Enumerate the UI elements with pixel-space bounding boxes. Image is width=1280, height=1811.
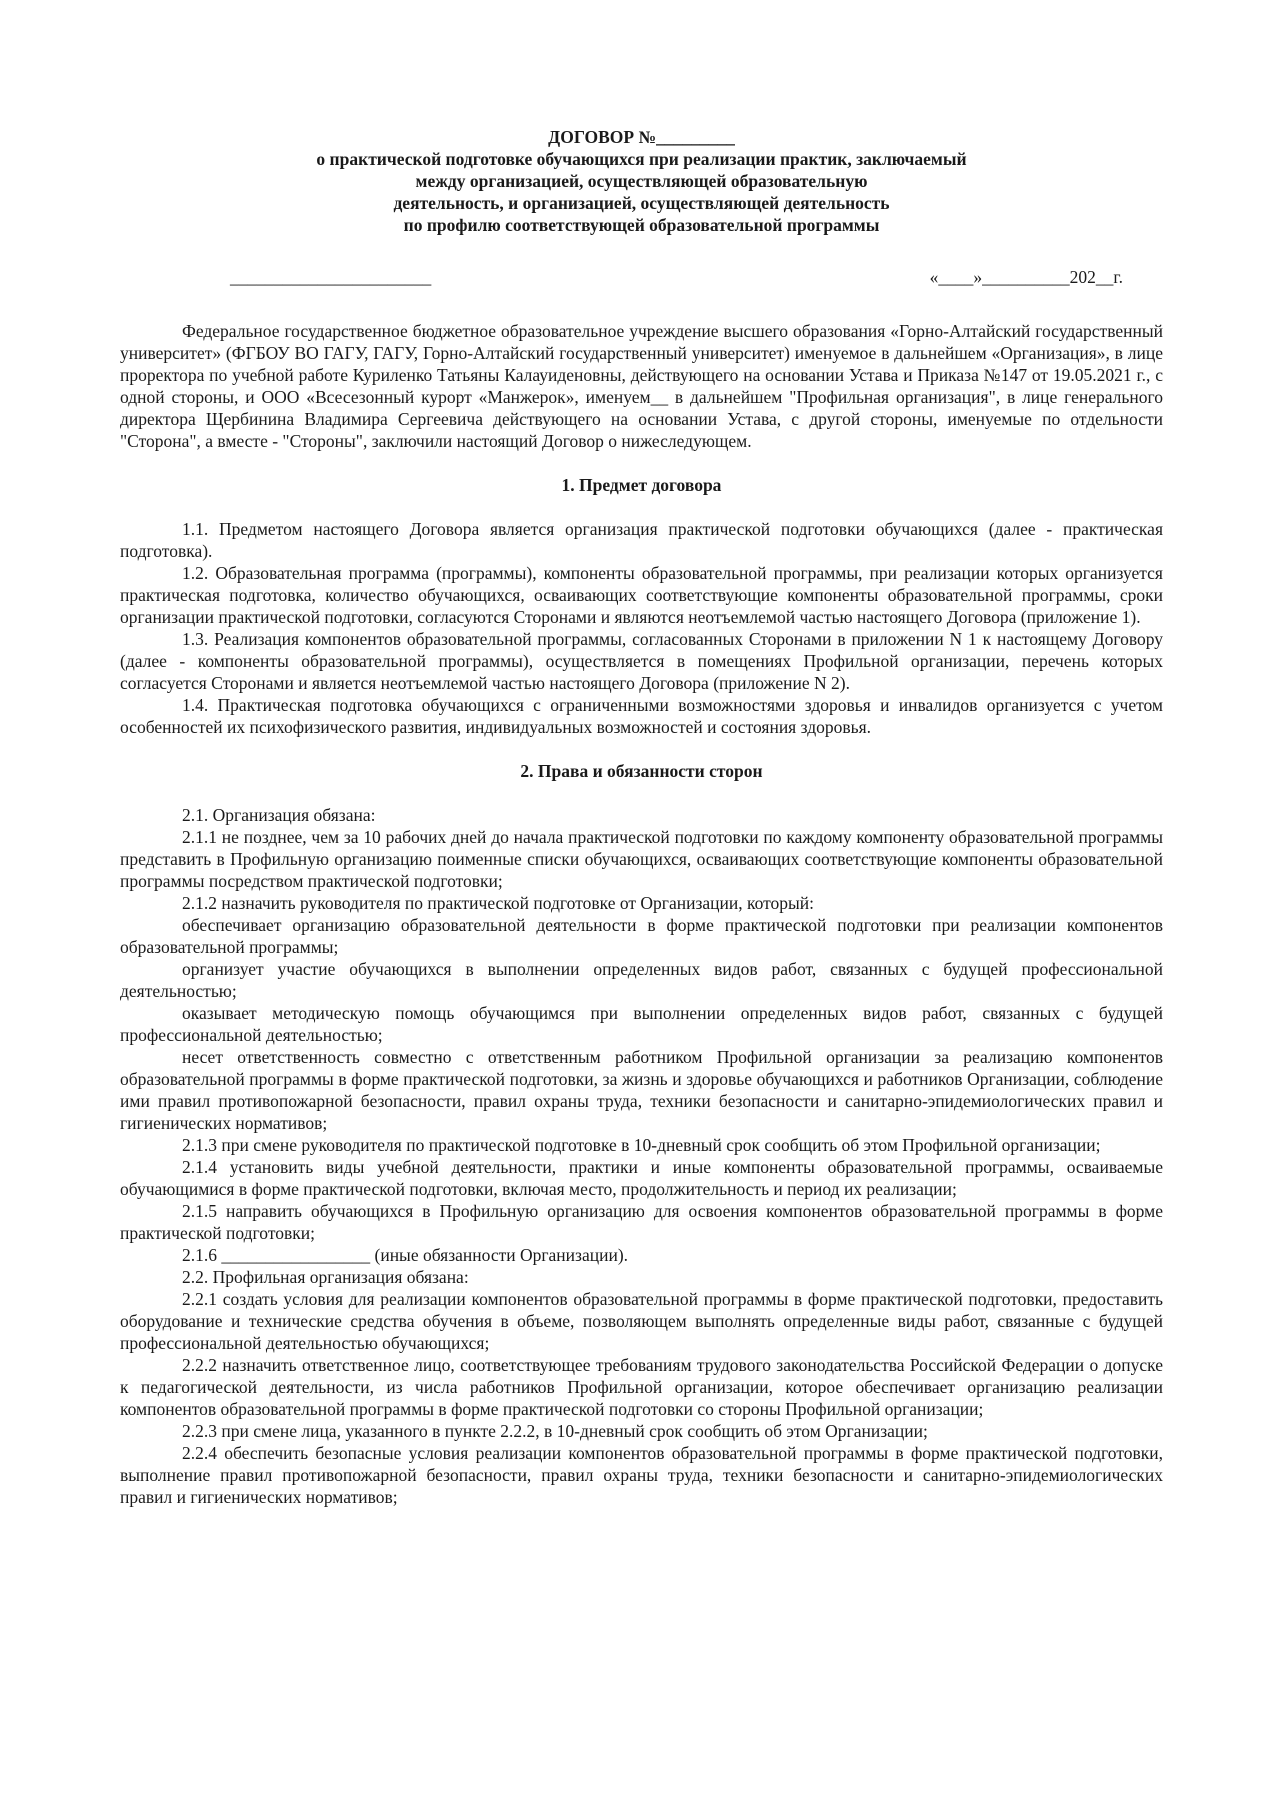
document-content <box>120 126 1163 1508</box>
date-blank: «____»__________202__г. <box>929 267 1123 287</box>
preamble-text: Федеральное государственное бюджетное образовательное учреждение высшего образования «Горно-Алтайский государственный университет» (ФГБОУ ВО ГАГУ, ГАГУ, Горно-Алтайский государственный университет) именуемое в дальнейшем «Организация», в лице проректора по учебной работе Куриленко Татьяны Калауиденовны, действующего на основании Устава и Приказа №147 от 19.05.2021 г., с одной стороны, и ООО «Всесезонный курорт «Манжерок», именуем__ в дальнейшем "Профильная организация", в лице генерального директора Щербинина Владимира Сергеевича действующего на основании Устава, с другой стороны, именуемые по отдельности "Сторона", а вместе - "Стороны", заключили настоящий Договор о нижеследующем. <box>120 321 1163 451</box>
clause-2-2-1: 2.2.1 создать условия для реализации компонентов образовательной программы в форме практической подготовки, предоставить оборудование и технические средства обучения в объеме, позволяющем выполнять определенные виды работ, связанные с будущей профессиональной деятельностью обучающихся; <box>120 1289 1163 1353</box>
title-line: между организацией, осуществляющей образовательную <box>415 171 868 191</box>
section-2-heading: 2. Права и обязанности сторон <box>520 761 763 781</box>
title-line: деятельность, и организацией, осуществляющей деятельность <box>393 193 890 213</box>
clause-2-1-3: 2.1.3 при смене руководителя по практической подготовке в 10-дневный срок сообщить об этом Профильной организации; <box>182 1135 1101 1155</box>
clause-2-2-4: 2.2.4 обеспечить безопасные условия реализации компонентов образовательной программы в форме практической подготовки, выполнение правил противопожарной безопасности, правил охраны труда, техники безопасности и санитарно-эпидемиологических правил и гигиенических нормативов; <box>120 1443 1163 1507</box>
place-blank: _______________________ <box>230 267 432 287</box>
document-title <box>120 126 1163 236</box>
clause-1-4: 1.4. Практическая подготовка обучающихся с ограниченными возможностями здоровья и инвалидов организуется с учетом особенностей их психофизического развития, индивидуальных возможностей и состояния здоровья. <box>120 695 1163 737</box>
clause-2-1-4: 2.1.4 установить виды учебной деятельности, практики и иные компоненты образовательной программы, осваиваемые обучающимися в форме практической подготовки, включая место, продолжительность и период их реализации; <box>120 1157 1163 1199</box>
clause-2-2-3: 2.2.3 при смене лица, указанного в пункте 2.2.2, в 10-дневный срок сообщить об этом Организации; <box>182 1421 928 1441</box>
title-line: по профилю соответствующей образовательной программы <box>403 215 880 235</box>
clause-1-1: 1.1. Предметом настоящего Договора является организация практической подготовки обучающихся (далее - практическая подготовка). <box>120 519 1163 561</box>
title-line: ДОГОВОР №_________ <box>548 127 735 147</box>
clause-2-1-6: 2.1.6 _________________ (иные обязанности Организации). <box>182 1245 629 1265</box>
clause-2-1-5: 2.1.5 направить обучающихся в Профильную организацию для освоения компонентов образовательной программы в форме практической подготовки; <box>120 1201 1163 1243</box>
section-1-body <box>120 518 1163 738</box>
section-1-heading: 1. Предмет договора <box>561 475 722 495</box>
section-2-body <box>120 804 1163 1508</box>
clause-2-1-2-item: несет ответственность совместно с ответственным работником Профильной организации за реализацию компонентов образовательной программы в форме практической подготовки, за жизнь и здоровье обучающихся и работников Организации, соблюдение ими правил противопожарной безопасности, правил охраны труда, техники безопасности и санитарно-эпидемиологических правил и гигиенических нормативов; <box>120 1047 1163 1133</box>
clause-2-1-2-item: оказывает методическую помощь обучающимся при выполнении определенных видов работ, связанных с будущей профессиональной деятельностью; <box>120 1003 1163 1045</box>
clause-2-1-2-item: обеспечивает организацию образовательной деятельности в форме практической подготовки при реализации компонентов образовательной программы; <box>120 915 1163 957</box>
clause-1-3: 1.3. Реализация компонентов образовательной программы, согласованных Сторонами в приложении N 1 к настоящему Договору (далее - компоненты образовательной программы), осуществляется в помещениях Профильной организации, перечень которых согласуется Сторонами и является неотъемлемой частью настоящего Договора (приложение N 2). <box>120 629 1163 693</box>
place-date-row <box>120 266 1163 290</box>
clause-2-1-2-item: организует участие обучающихся в выполнении определенных видов работ, связанных с будущей профессиональной деятельностью; <box>120 959 1163 1001</box>
clause-2-1: 2.1. Организация обязана: <box>182 805 376 825</box>
clause-2-1-1: 2.1.1 не позднее, чем за 10 рабочих дней до начала практической подготовки по каждому компоненту образовательной программы представить в Профильную организацию поименные списки обучающихся, осваивающих соответствующие компоненты образовательной программы посредством практической подготовки; <box>120 827 1163 891</box>
preamble <box>120 320 1163 452</box>
title-line: о практической подготовке обучающихся при реализации практик, заключаемый <box>316 149 967 169</box>
clause-2-2: 2.2. Профильная организация обязана: <box>182 1267 469 1287</box>
clause-2-1-2: 2.1.2 назначить руководителя по практической подготовке от Организации, который: <box>182 893 814 913</box>
clause-2-2-2: 2.2.2 назначить ответственное лицо, соответствующее требованиям трудового законодательства Российской Федерации о допуске к педагогической деятельности, из числа работников Профильной организации, которое обеспечивает организацию реализации компонентов образовательной программы в форме практической подготовки со стороны Профильной организации; <box>120 1355 1163 1419</box>
clause-1-2: 1.2. Образовательная программа (программы), компоненты образовательной программы, при реализации которых организуется практическая подготовка, количество обучающихся, осваивающих соответствующие компоненты образовательной программы, сроки организации практической подготовки, согласуются Сторонами и являются неотъемлемой частью настоящего Договора (приложение 1). <box>120 563 1163 627</box>
